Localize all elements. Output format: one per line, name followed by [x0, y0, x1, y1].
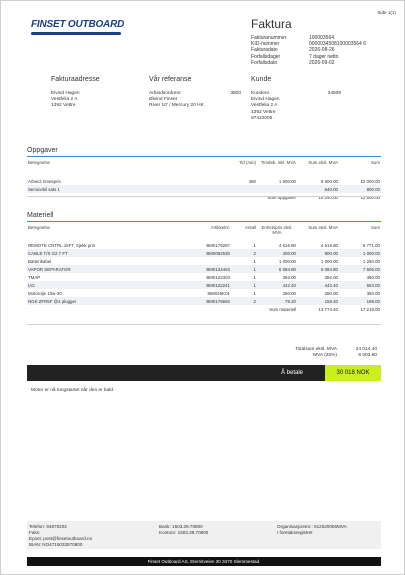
page-number: Side 1(1) [377, 10, 396, 15]
cell: 1 [253, 258, 256, 264]
row-divider [27, 196, 381, 197]
column-header: Sum [370, 160, 380, 165]
cell: Arbeid, timespris [28, 178, 61, 184]
cell: 442.40 [297, 281, 339, 289]
cell: 1 000.00 [320, 258, 338, 264]
section-divider [27, 156, 381, 157]
footer-contact [29, 524, 92, 548]
total-eks-label: Totalsum eksl. MVA [295, 347, 337, 352]
cell: 280.00 [324, 290, 338, 296]
cell: BM0122303 [206, 274, 230, 280]
cell: VAPOR SEPARATOR [27, 265, 173, 273]
meta-label: Forfallsdato [251, 59, 278, 66]
customer-heading: Kunde [251, 76, 272, 83]
cell: 1 [231, 281, 257, 289]
cell: 350.00 [366, 290, 380, 296]
mva-value: 6 003.60 [358, 353, 377, 359]
footer-org [277, 524, 347, 536]
cell: 1 [253, 290, 256, 296]
totals-block [251, 347, 381, 359]
cell: 158.40 [297, 297, 339, 305]
column-header: Sum eksl. MVA [308, 225, 338, 230]
customer-line: 97422005 [251, 115, 273, 121]
cell: 1 000.00 [339, 249, 381, 257]
cell: 7 606.00 [339, 265, 381, 273]
cell: 1 000.00 [278, 258, 296, 264]
oppgaver-heading: Oppgaver [27, 147, 58, 154]
cell: 553.00 [339, 281, 381, 289]
cell: 1 [231, 265, 257, 273]
footer-line: Telefon: 94870202 [29, 524, 67, 529]
cell: 1 500.00 [278, 178, 296, 184]
cell: BM0176287 [206, 242, 230, 248]
cell: 1 [253, 274, 256, 280]
footer-line: IBAN: NO4715033970800 [29, 542, 83, 547]
column-header: Antall [245, 225, 256, 230]
cell: 4 616.80 [278, 242, 296, 248]
cell: 1 [253, 242, 256, 248]
materiell-table [27, 223, 381, 313]
billing-address [51, 91, 80, 110]
kunde-label: Kundenr. [251, 91, 271, 96]
cell: 6 084.80 [257, 265, 297, 273]
sum-value: 17 218.00 [360, 306, 380, 312]
sum-row [27, 193, 381, 201]
cell: 480 [248, 178, 256, 184]
table-row [27, 249, 381, 257]
table-row [27, 273, 381, 281]
sum-label: Sum oppgaver [267, 194, 296, 200]
pay-label: Å betale [281, 370, 304, 376]
table-row [27, 281, 381, 289]
meta-label: KID-nummer [251, 41, 280, 48]
column-header: Tid (min) [238, 160, 256, 165]
customer-line: Eivind Hagen [251, 97, 280, 103]
cell: 1 250.00 [362, 258, 380, 264]
column-header: Artikkelnr. [210, 225, 230, 230]
table-row [27, 257, 381, 265]
meta-value: 2026-08-26 [309, 47, 335, 54]
cell: 6 084.80 [297, 265, 339, 273]
column-header: Betegnelse [28, 160, 50, 165]
meta-label: Forfallsdager [251, 53, 281, 60]
reference-block [149, 91, 241, 110]
footer-line: Bank: 1503.39.70800 [159, 524, 203, 529]
customer-line: 1392 Vettre [251, 109, 276, 115]
section-divider [27, 221, 381, 222]
pay-total: 30 018 NOK [325, 365, 381, 381]
meta-label: Fakturadato [251, 47, 278, 54]
table-row [27, 297, 381, 305]
column-header: Timdeb. inkl. MVA [260, 160, 296, 165]
reference-line: Øivind Finset [149, 97, 177, 103]
cell: REMOTE CNTRL 15FT, Sjekk pris [28, 242, 95, 248]
logo-swoosh [31, 32, 121, 35]
meta-value: 100003564 [309, 35, 335, 41]
cell: 2 [231, 249, 257, 257]
cell: 9 600.00 [320, 178, 338, 184]
footer-bank [159, 524, 208, 536]
address-line: 1392 Vettre [51, 103, 76, 109]
cell: CABLE T/S G2 7 FT [27, 249, 173, 257]
cell: BM0082530 [173, 249, 231, 257]
footer-line: Kontonr: 1503.39.70800 [159, 530, 209, 535]
invoice-title: Faktura [251, 17, 292, 31]
meta-value: 0000034508100003564 6 [309, 41, 367, 48]
reference-line: River 10' / Mercury 20 HK [149, 103, 204, 109]
cell: BM0176692 [173, 297, 231, 305]
column-header: Betegnelse [28, 225, 50, 230]
row-divider [27, 324, 381, 325]
customer-line: Vestfelia 2 A [251, 103, 278, 109]
cell: 800.00 [339, 185, 381, 193]
cell: 12 000.00 [360, 178, 380, 184]
footer-line: I foretaksregistret [277, 530, 313, 535]
cell: 5 771.00 [362, 242, 380, 248]
column-header: Sum [370, 225, 380, 230]
cell: BM0134463 [173, 265, 231, 273]
footer-line: Faks: [29, 530, 41, 535]
cell [257, 185, 297, 193]
billing-heading: Fakturaadresse [51, 76, 100, 83]
cell: 442.40 [257, 281, 297, 289]
sum-value: 12 800.00 [360, 194, 380, 200]
cell: 79.20 [257, 297, 297, 305]
cell: NGK ZFR5F @4 plugger [27, 297, 173, 305]
cell: TMAP [28, 274, 41, 280]
footer-line: Organisasjonsnr.: 912520056MVA [277, 524, 347, 529]
cell: 640.00 [297, 185, 339, 193]
total-eks-value: 24 014.40 [355, 347, 377, 352]
table-row [27, 289, 381, 297]
cell: 800.00 [297, 249, 339, 257]
kunde-value: 34508 [327, 91, 341, 96]
table-row [27, 241, 381, 249]
cell: 858045K01 [207, 290, 230, 296]
cell: 2 [231, 297, 257, 305]
customer-block [251, 91, 341, 122]
oppgaver-table [27, 158, 381, 201]
ordre-label: Arbeidsordrenr. [149, 91, 182, 96]
cell [217, 185, 257, 193]
mva-label: MVA (25%) [313, 353, 337, 359]
cell: 490.00 [366, 274, 380, 280]
invoice-meta [251, 35, 366, 66]
cell: 400.00 [257, 249, 297, 257]
cell: 392.00 [324, 274, 338, 280]
cell: IAC [27, 281, 173, 289]
table-row [27, 185, 381, 193]
table-row [27, 265, 381, 273]
sum-eks-value: 10 240.00 [318, 194, 338, 200]
cell: Motorolje 10w-30 [28, 290, 62, 296]
cell: BM0122241 [173, 281, 231, 289]
reference-heading: Vår referanse [149, 76, 192, 83]
cell [173, 257, 231, 265]
sum-label: Sum materiell [269, 306, 296, 312]
cell: 198.00 [339, 297, 381, 305]
footer-line: Epost: post@finsetoutboard.no [29, 536, 93, 541]
table-row [27, 177, 381, 185]
address-line: Vestfelia 2 A [51, 97, 78, 103]
column-header: Sum eksl. MVA [308, 160, 338, 165]
cell: 280.00 [282, 290, 296, 296]
cell: 392.00 [282, 274, 296, 280]
meta-value: 7 dager netto [309, 53, 339, 60]
invoice-note: Motor er nå tungstartet når den er kald. [31, 388, 115, 393]
cell: 4 616.80 [320, 242, 338, 248]
footer-address: Finset Outboard AS, Eternitveien 30 3470 Slemmestad. [27, 557, 381, 566]
ordre-value: 3800 [230, 91, 241, 96]
meta-label: Fakturanummer [251, 35, 287, 41]
company-logo: FINSET OUTBOARD [31, 19, 125, 30]
sum-row [27, 305, 381, 313]
materiell-heading: Materiell [27, 212, 54, 219]
table-header [27, 158, 381, 169]
column-header: Enhetspris eksl. MVA [261, 225, 293, 235]
meta-value: 2026-09-02 [309, 59, 335, 66]
address-line: Eivind Hagen [51, 91, 80, 96]
cell: Servicebil sats 1 [27, 185, 217, 193]
sum-eks-value: 13 774.40 [318, 306, 338, 312]
cell: Batterikabel [28, 258, 52, 264]
table-header [27, 223, 381, 241]
